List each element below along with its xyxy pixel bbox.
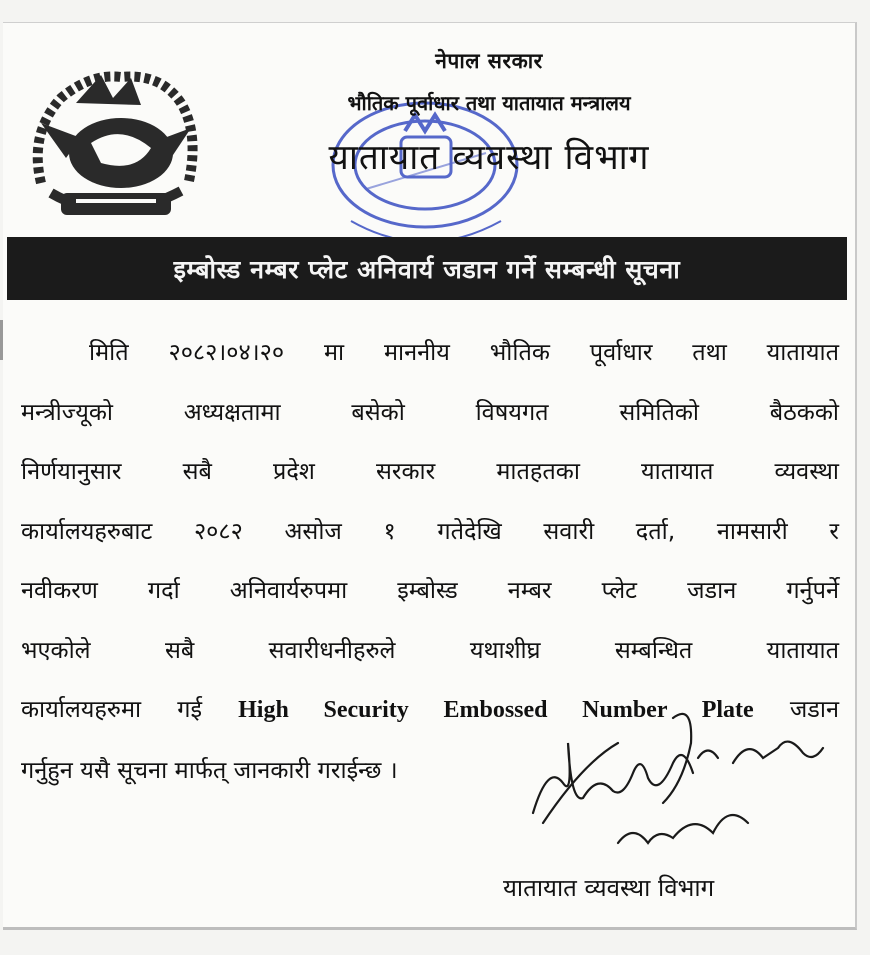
issuing-department: यातायात व्यवस्था विभाग: [503, 874, 715, 902]
notice-line: गर्नुहुन यसै सूचना मार्फत् जानकारी गराईन्छ ।: [21, 755, 398, 784]
notice-subject: इम्बोस्ड नम्बर प्लेट अनिवार्य जडान गर्ने सम्बन्धी सूचना: [173, 254, 681, 284]
government-name: नेपाल सरकार: [435, 49, 543, 73]
notice-line: निर्णयानुसार सबै प्रदेश सरकार मातहतका यातायात व्यवस्था: [21, 457, 839, 485]
notice-line-text: जडान: [789, 695, 839, 723]
handwritten-signature-icon: [523, 703, 843, 853]
page-edge-mark: [0, 320, 3, 360]
embossed-plate-term: High Security Embossed Number Plate: [238, 697, 754, 723]
notice-line-text: कार्यालयहरुमा गई: [21, 695, 202, 723]
notice-line: कार्यालयहरुबाट २०८२ असोज १ गतेदेखि सवारी दर्ता, नामसारी र: [21, 516, 839, 545]
department-name: यातायात व्यवस्था विभाग: [328, 138, 650, 178]
ministry-name: भौतिक पूर्वाधार तथा यातायात मन्त्रालय: [347, 91, 631, 115]
notice-subject-bar: [7, 237, 847, 300]
notice-line: नवीकरण गर्दा अनिवार्यरुपमा इम्बोस्ड नम्बर प्लेट जडान गर्नुपर्ने: [21, 576, 839, 604]
notice-line: मन्त्रीज्यूको अध्यक्षतामा बसेको विषयगत समितिको बैठकको: [21, 397, 839, 426]
notice-line: भएकोले सबै सवारीधनीहरुले यथाशीघ्र सम्बन्धित यातायात: [21, 635, 839, 664]
notice-sheet: [3, 22, 857, 930]
notice-line: मिति २०८२।०४।२० मा माननीय भौतिक पूर्वाधार तथा यातायात: [89, 338, 839, 366]
